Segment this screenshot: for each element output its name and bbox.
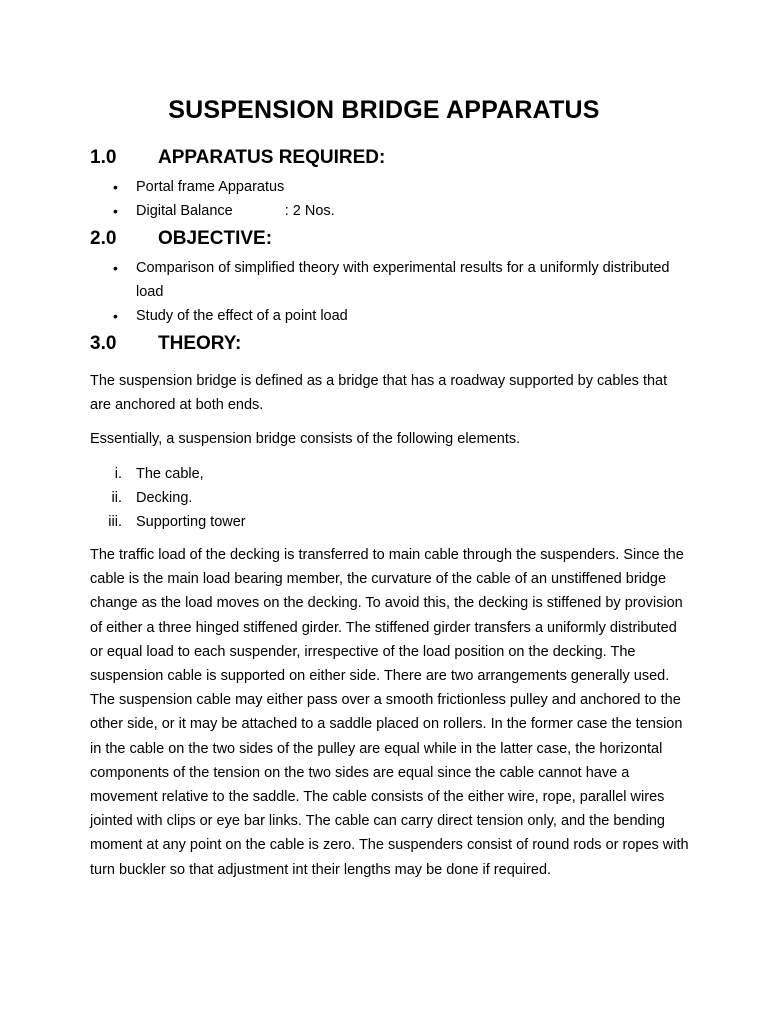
list-item: • Portal frame Apparatus (110, 175, 680, 199)
section-number: 3.0 (90, 333, 117, 354)
theory-paragraph-main: The traffic load of the decking is transferred to main cable through the suspenders. Since the cable is the main load bearing member, the curvature of the cable of an unstiffened bridge change as the load moves on the decking. To avoid this, the decking is stiffened by provision of either a three hinged stiffened girder. The stiffened girder transfers a uniformly distributed or equal load to each suspender, irrespective of the load position on the decking. The suspension cable is supported on either side. There are two arrangements generally used. The suspension cable may either pass over a smooth frictionless pulley and anchored to the other side, or it may be attached to a saddle placed on rollers. In the former case the tension in the cable on the two sides of the pulley are equal while in the latter case, the horizontal components of the tension on the two sides are equal since the cable cannot have a movement relative to the saddle. The cable consists of the either wire, rope, parallel wires jointed with clips or eye bar links. The cable can carry direct tension only, and the bending moment at any point on the cable is zero. The suspenders consist of round rods or ropes with turn buckler so that adjustment int their lengths may be done if required. (90, 547, 689, 878)
section-heading-apparatus-required (90, 147, 385, 169)
page-title: SUSPENSION BRIDGE APPARATUS (168, 96, 600, 124)
list-numeral: ii. (111, 490, 122, 506)
list-item: iii. Supporting tower (90, 510, 490, 534)
section-title: THEORY: (158, 333, 242, 354)
list-item: • Comparison of simplified theory with experimental results for a uniformly distributed load (110, 256, 680, 304)
apparatus-list (110, 175, 680, 223)
section-heading-objective (90, 228, 272, 250)
list-item: ii. Decking. (90, 486, 490, 510)
balance-quantity: : 2 Nos. (284, 203, 335, 219)
theory-paragraph-elements-intro: Essentially, a suspension bridge consists of the following elements. (90, 431, 521, 447)
list-item: • Digital Balance : 2 Nos. (110, 199, 680, 223)
section-heading-theory (90, 333, 241, 355)
list-numeral: i. (114, 466, 122, 482)
section-number: 2.0 (90, 228, 117, 249)
list-item: i. The cable, (90, 462, 490, 486)
list-item: • Study of the effect of a point load (110, 304, 680, 328)
theory-paragraph-definition: The suspension bridge is defined as a bridge that has a roadway supported by cables that are anchored at both ends. (90, 373, 668, 414)
elements-list (90, 462, 490, 534)
section-title: OBJECTIVE: (158, 228, 273, 249)
list-numeral: iii. (108, 514, 122, 530)
objective-list (110, 256, 680, 328)
section-title: APPARATUS REQUIRED: (158, 147, 386, 168)
section-number: 1.0 (90, 147, 117, 168)
